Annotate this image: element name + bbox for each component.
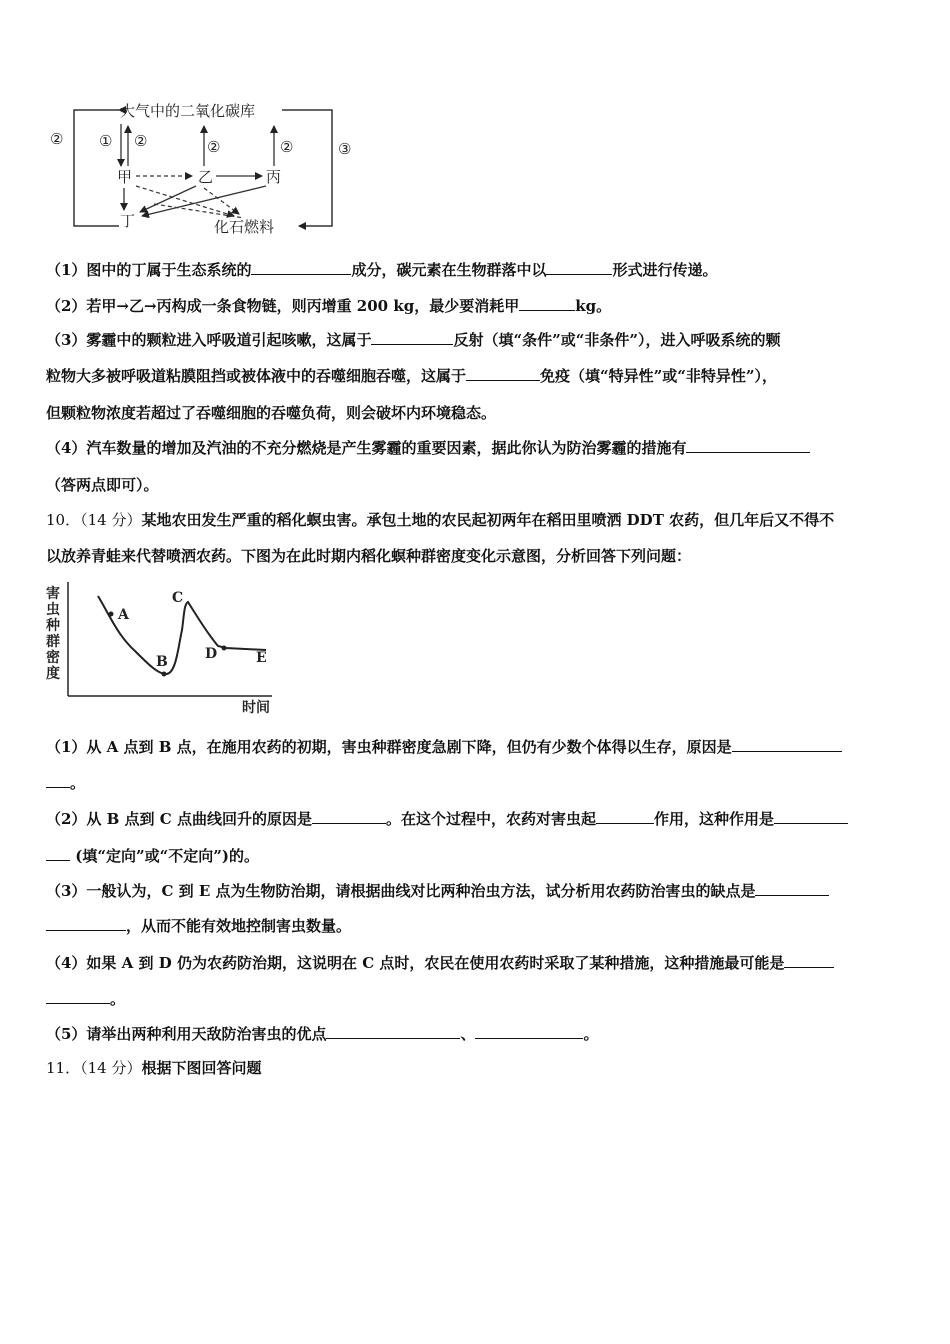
q10-p2c: 作用，这种作用是 — [653, 810, 774, 828]
q10-intro1: 某地农田发生严重的稻化螟虫害。承包土地的农民起初两年在稻田里喷洒 DDT 农药，但几年后又不得不 — [141, 511, 835, 529]
answer-blank[interactable] — [732, 737, 842, 752]
answer-blank[interactable] — [251, 260, 351, 275]
frame-right-path — [282, 110, 332, 226]
q10-p2d: (填“定向”或“不定向”)的。 — [75, 847, 259, 865]
label-c2-a: ② — [134, 132, 148, 150]
node-jia: 甲 — [117, 168, 133, 186]
q10-part2-line1 — [46, 809, 848, 829]
q9-p4a: （4）汽车数量的增加及汽油的不充分燃烧是产生雾霾的重要因素，据此你认为防治雾霾的措施有 — [46, 439, 687, 457]
answer-blank[interactable] — [371, 330, 453, 345]
q10-p1b: 。 — [70, 774, 86, 792]
q9-p1b: 成分，碳元素在生物群落中以 — [351, 261, 547, 279]
answer-blank[interactable] — [686, 438, 810, 453]
ylabel-char: 密 — [46, 650, 60, 666]
q9-p2a: （2）若甲→乙→丙构成一条食物链，则丙增重 200 kg，最少要消耗甲 — [46, 297, 520, 315]
node-ding: 丁 — [120, 212, 136, 230]
label-c2-left: ② — [50, 130, 64, 148]
point-label-e: E — [256, 650, 267, 666]
answer-blank[interactable] — [596, 809, 654, 824]
q10-part4-line1 — [46, 953, 834, 973]
point-d — [222, 646, 227, 651]
answer-blank[interactable] — [46, 989, 110, 1004]
population-density-graph — [40, 578, 290, 718]
q10-part4-line2 — [46, 989, 125, 1009]
q9-part1 — [46, 260, 717, 280]
q9-part3-line2 — [46, 366, 777, 386]
q9-p1a: （1）图中的丁属于生态系统的 — [46, 261, 252, 279]
q10-intro-line2 — [46, 546, 691, 566]
q10-p2b: 。在这个过程中，农药对害虫起 — [385, 810, 596, 828]
q10-intro2: 以放养青蛙来代替喷洒农药。下图为在此时期内稻化螟种群密度变化示意图，分析回答下列问题： — [46, 547, 692, 565]
q10-part3-line2 — [46, 916, 351, 936]
q11-text: 根据下图回答问题 — [141, 1059, 262, 1077]
q10-p1a: （1）从 A 点到 B 点，在施用农药的初期，害虫种群密度急剧下降，但仍有少数个体得以生存，原因是 — [46, 738, 732, 756]
q9-p1c: 形式进行传递。 — [612, 261, 718, 279]
answer-blank[interactable] — [784, 953, 834, 968]
q10-p5a: （5）请举出两种利用天敌防治害虫的优点 — [46, 1025, 327, 1043]
answer-blank[interactable] — [475, 1024, 583, 1039]
answer-blank[interactable] — [546, 260, 612, 275]
q10-p2a: （2）从 B 点到 C 点曲线回升的原因是 — [46, 810, 312, 828]
q9-p4b: （答两点即可）。 — [46, 476, 159, 494]
answer-blank[interactable] — [519, 296, 575, 311]
node-bing: 丙 — [266, 168, 282, 186]
ylabel-char: 度 — [46, 666, 60, 682]
q9-part4-line2 — [46, 475, 159, 495]
q10-part5 — [46, 1024, 598, 1044]
point-label-b: B — [156, 654, 168, 670]
q10-p4b: 。 — [110, 990, 126, 1008]
q10-p4a: （4）如果 A 到 D 仍为农药防治期，这说明在 C 点时，农民在使用农药时采取了某种措施，这种措施最可能是 — [46, 954, 785, 972]
node-yi: 乙 — [198, 168, 214, 186]
answer-blank[interactable] — [774, 809, 848, 824]
q10-intro-line1 — [46, 510, 834, 530]
point-label-d: D — [205, 646, 218, 662]
x-axis-label: 时间 — [242, 700, 270, 716]
co2-pool-label: 大气中的二氧化碳库 — [120, 102, 256, 120]
answer-blank[interactable] — [466, 366, 540, 381]
node-fossil: 化石燃料 — [214, 218, 275, 236]
q9-p3b: 反射（填“条件”或“非条件”），进入呼吸系统的颗 — [453, 331, 781, 349]
q10-number: 10．（14 分） — [46, 511, 142, 529]
ylabel-char: 群 — [46, 634, 60, 650]
q10-part3-line1 — [46, 881, 829, 901]
answer-blank[interactable] — [46, 846, 70, 861]
q9-part3-line3 — [46, 403, 496, 423]
q10-part1-line1 — [46, 737, 842, 757]
q11-heading — [46, 1058, 261, 1078]
answer-blank[interactable] — [46, 916, 126, 931]
ylabel-char: 虫 — [46, 602, 60, 618]
q10-part1-line2 — [46, 773, 85, 793]
answer-blank[interactable] — [755, 881, 829, 896]
q10-part2-line2 — [46, 846, 259, 866]
q9-p3c: 粒物大多被呼吸道粘膜阻挡或被体液中的吞噬细胞吞噬，这属于 — [46, 367, 467, 385]
label-c3: ③ — [338, 140, 352, 158]
answer-blank[interactable] — [312, 809, 386, 824]
q9-p3d: 免疫（填“特异性”或“非特异性”）， — [540, 367, 778, 385]
carbon-cycle-diagram — [44, 96, 364, 246]
q9-part4-line1 — [46, 438, 810, 458]
point-b — [162, 672, 167, 677]
point-a — [109, 612, 114, 617]
q9-part2 — [46, 296, 611, 316]
ylabel-char: 害 — [46, 586, 60, 602]
answer-blank[interactable] — [46, 773, 70, 788]
label-c2-b: ② — [207, 138, 221, 156]
q11-number: 11．（14 分） — [46, 1059, 142, 1077]
q9-p3e: 但颗粒物浓度若超过了吞噬细胞的吞噬负荷，则会破坏内环境稳态。 — [46, 404, 497, 422]
ylabel-char: 种 — [46, 618, 60, 634]
label-c1: ① — [99, 132, 113, 150]
q9-part3-line1 — [46, 330, 780, 350]
answer-blank[interactable] — [326, 1024, 460, 1039]
frame-left-path — [74, 110, 119, 226]
q10-p5c: 。 — [583, 1025, 599, 1043]
q10-p3b: ，从而不能有效地控制害虫数量。 — [126, 917, 352, 935]
q10-p5b: 、 — [460, 1025, 476, 1043]
point-label-a: A — [118, 607, 129, 623]
point-label-c: C — [172, 590, 184, 606]
label-c2-c: ② — [280, 138, 294, 156]
q9-p3a: （3）雾霾中的颗粒进入呼吸道引起咳嗽，这属于 — [46, 331, 372, 349]
q10-p3a: （3）一般认为，C 到 E 点为生物防治期，请根据曲线对比两种治虫方法，试分析用农药防治害虫的缺点是 — [46, 882, 756, 900]
q9-p2b: kg。 — [575, 297, 612, 315]
